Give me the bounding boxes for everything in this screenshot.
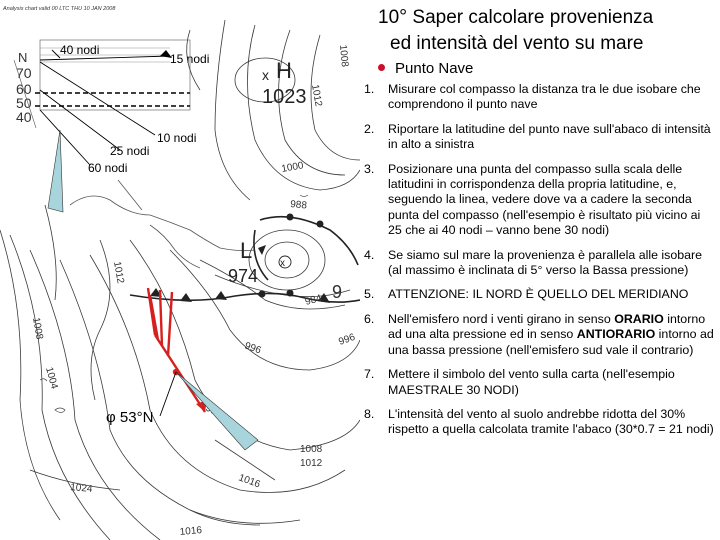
list-item-number: 3.	[364, 161, 375, 176]
title-text: Saper calcolare provenienza	[412, 7, 654, 28]
high-center-letter: H	[276, 58, 292, 83]
list-item-text: Misurare col compasso la distanza tra le due isobare che comprendono il punto nave	[388, 82, 701, 112]
list-item-number: 5.	[364, 287, 375, 302]
title-number: 10	[378, 7, 400, 28]
abaco-lat-60: 60	[16, 81, 32, 97]
list-item	[360, 122, 716, 153]
isobar-label: 996	[337, 331, 357, 348]
list-item-number: 2.	[364, 121, 375, 136]
high-center-value: 1023	[262, 86, 307, 108]
isobar-label: 1016	[179, 525, 203, 538]
speed-label-60: 60 nodi	[88, 161, 128, 175]
isobar-label: 1012	[309, 83, 324, 108]
text-run-bold: ANTIORARIO	[576, 327, 656, 342]
list-item-text: Mettere il simbolo del vento sulla carta (nell'esempio MAESTRALE 30 NODI)	[388, 367, 675, 397]
isobar-label: 1004	[43, 365, 60, 391]
list-item-number: 6.	[364, 311, 375, 326]
abaco-lat-50: 50	[16, 95, 32, 111]
speed-label-15: 15 nodi	[170, 52, 210, 66]
text-run: intorno ad una bassa pressione (nell'emisfero sud vale il contrario)	[388, 327, 714, 357]
list-item-text: Se siamo sul mare la provenienza è parallela alle isobare (al massimo è inclinata di 5° verso la Bassa pressione)	[388, 247, 703, 278]
list-item	[360, 367, 716, 398]
list-item-text	[388, 312, 714, 357]
text-run: intorno ad una alta pressione ed in senso	[388, 311, 706, 342]
isobar-label: 988	[289, 199, 308, 212]
list-item	[360, 248, 716, 279]
list-item	[360, 407, 716, 438]
list-item	[360, 82, 716, 113]
chart-header: Analysis chart valid 00 LTC THU 10 JAN 2008	[3, 6, 116, 12]
list-item-text: Riportare la latitudine del punto nave sull'abaco di intensità in alto a sinistra	[388, 121, 711, 152]
isobar-label: 1012	[300, 458, 323, 469]
isobar-label: 1008	[300, 444, 323, 455]
isobar-label: 1012	[111, 260, 126, 285]
speed-label-10: 10 nodi	[157, 131, 197, 145]
list-item-text: ATTENZIONE: IL NORD È QUELLO DEL MERIDIANO	[388, 287, 689, 302]
title-degree-mark: °	[399, 6, 408, 28]
list-item-number: 8.	[364, 406, 375, 421]
speed-label-40: 40 nodi	[60, 43, 100, 57]
low-center-value: 974	[228, 266, 259, 286]
isobar-label: 1024	[69, 482, 93, 495]
text-run-bold: ORARIO	[614, 311, 664, 326]
svg-text:x: x	[280, 258, 285, 269]
list-item	[360, 162, 716, 239]
high-center-x: x	[262, 67, 269, 83]
ship-position-legend-marker	[378, 64, 385, 71]
list-item-number: 4.	[364, 247, 375, 262]
latitude-label: φ 53°N	[106, 409, 154, 426]
page-title-line-1	[378, 6, 653, 29]
list-item-text: L'intensità del vento al suolo andrebbe ridotta del 30% rispetto a quella calcolata tramite l'abaco (30*0.7 = 21 nodi)	[388, 406, 714, 437]
legend	[378, 60, 473, 77]
isobar-label: 1008	[30, 316, 45, 341]
speed-label-25: 25 nodi	[110, 144, 150, 158]
low-center-letter: L	[240, 238, 253, 263]
list-item-number: 1.	[364, 82, 375, 96]
list-item-text: Posizionare una punta del compasso sulla scala delle latitudini in corrispondenza della propria latitudine, e, seguendo la linea, vedere dove va a cadere la seconda punta del compasso (nell'esempio è risultato più vicino ai 25 che ai 40 nodi – vanno bene 30 nodi)	[388, 161, 701, 238]
isobar-label: 9	[332, 282, 343, 302]
abaco-lat-70: 70	[16, 65, 32, 81]
isobar-label: 1000	[280, 160, 305, 175]
legend-label: Punto Nave	[395, 60, 474, 77]
list-item-number: 7.	[364, 367, 375, 382]
text-run: Nell'emisfero nord i venti girano in senso	[388, 311, 615, 326]
page-title-line-2: ed intensità del vento su mare	[390, 33, 644, 54]
list-item	[360, 287, 716, 302]
abaco-lat-40: 40	[16, 109, 32, 125]
instructions-list	[360, 82, 716, 447]
abaco-compass-letter: N	[18, 50, 28, 65]
list-item	[360, 312, 716, 358]
isobar-label: 1016	[236, 472, 262, 491]
isobar-label: 1008	[337, 44, 350, 68]
isobar-label: 996	[242, 340, 263, 357]
isobar-label: 984	[303, 292, 323, 308]
